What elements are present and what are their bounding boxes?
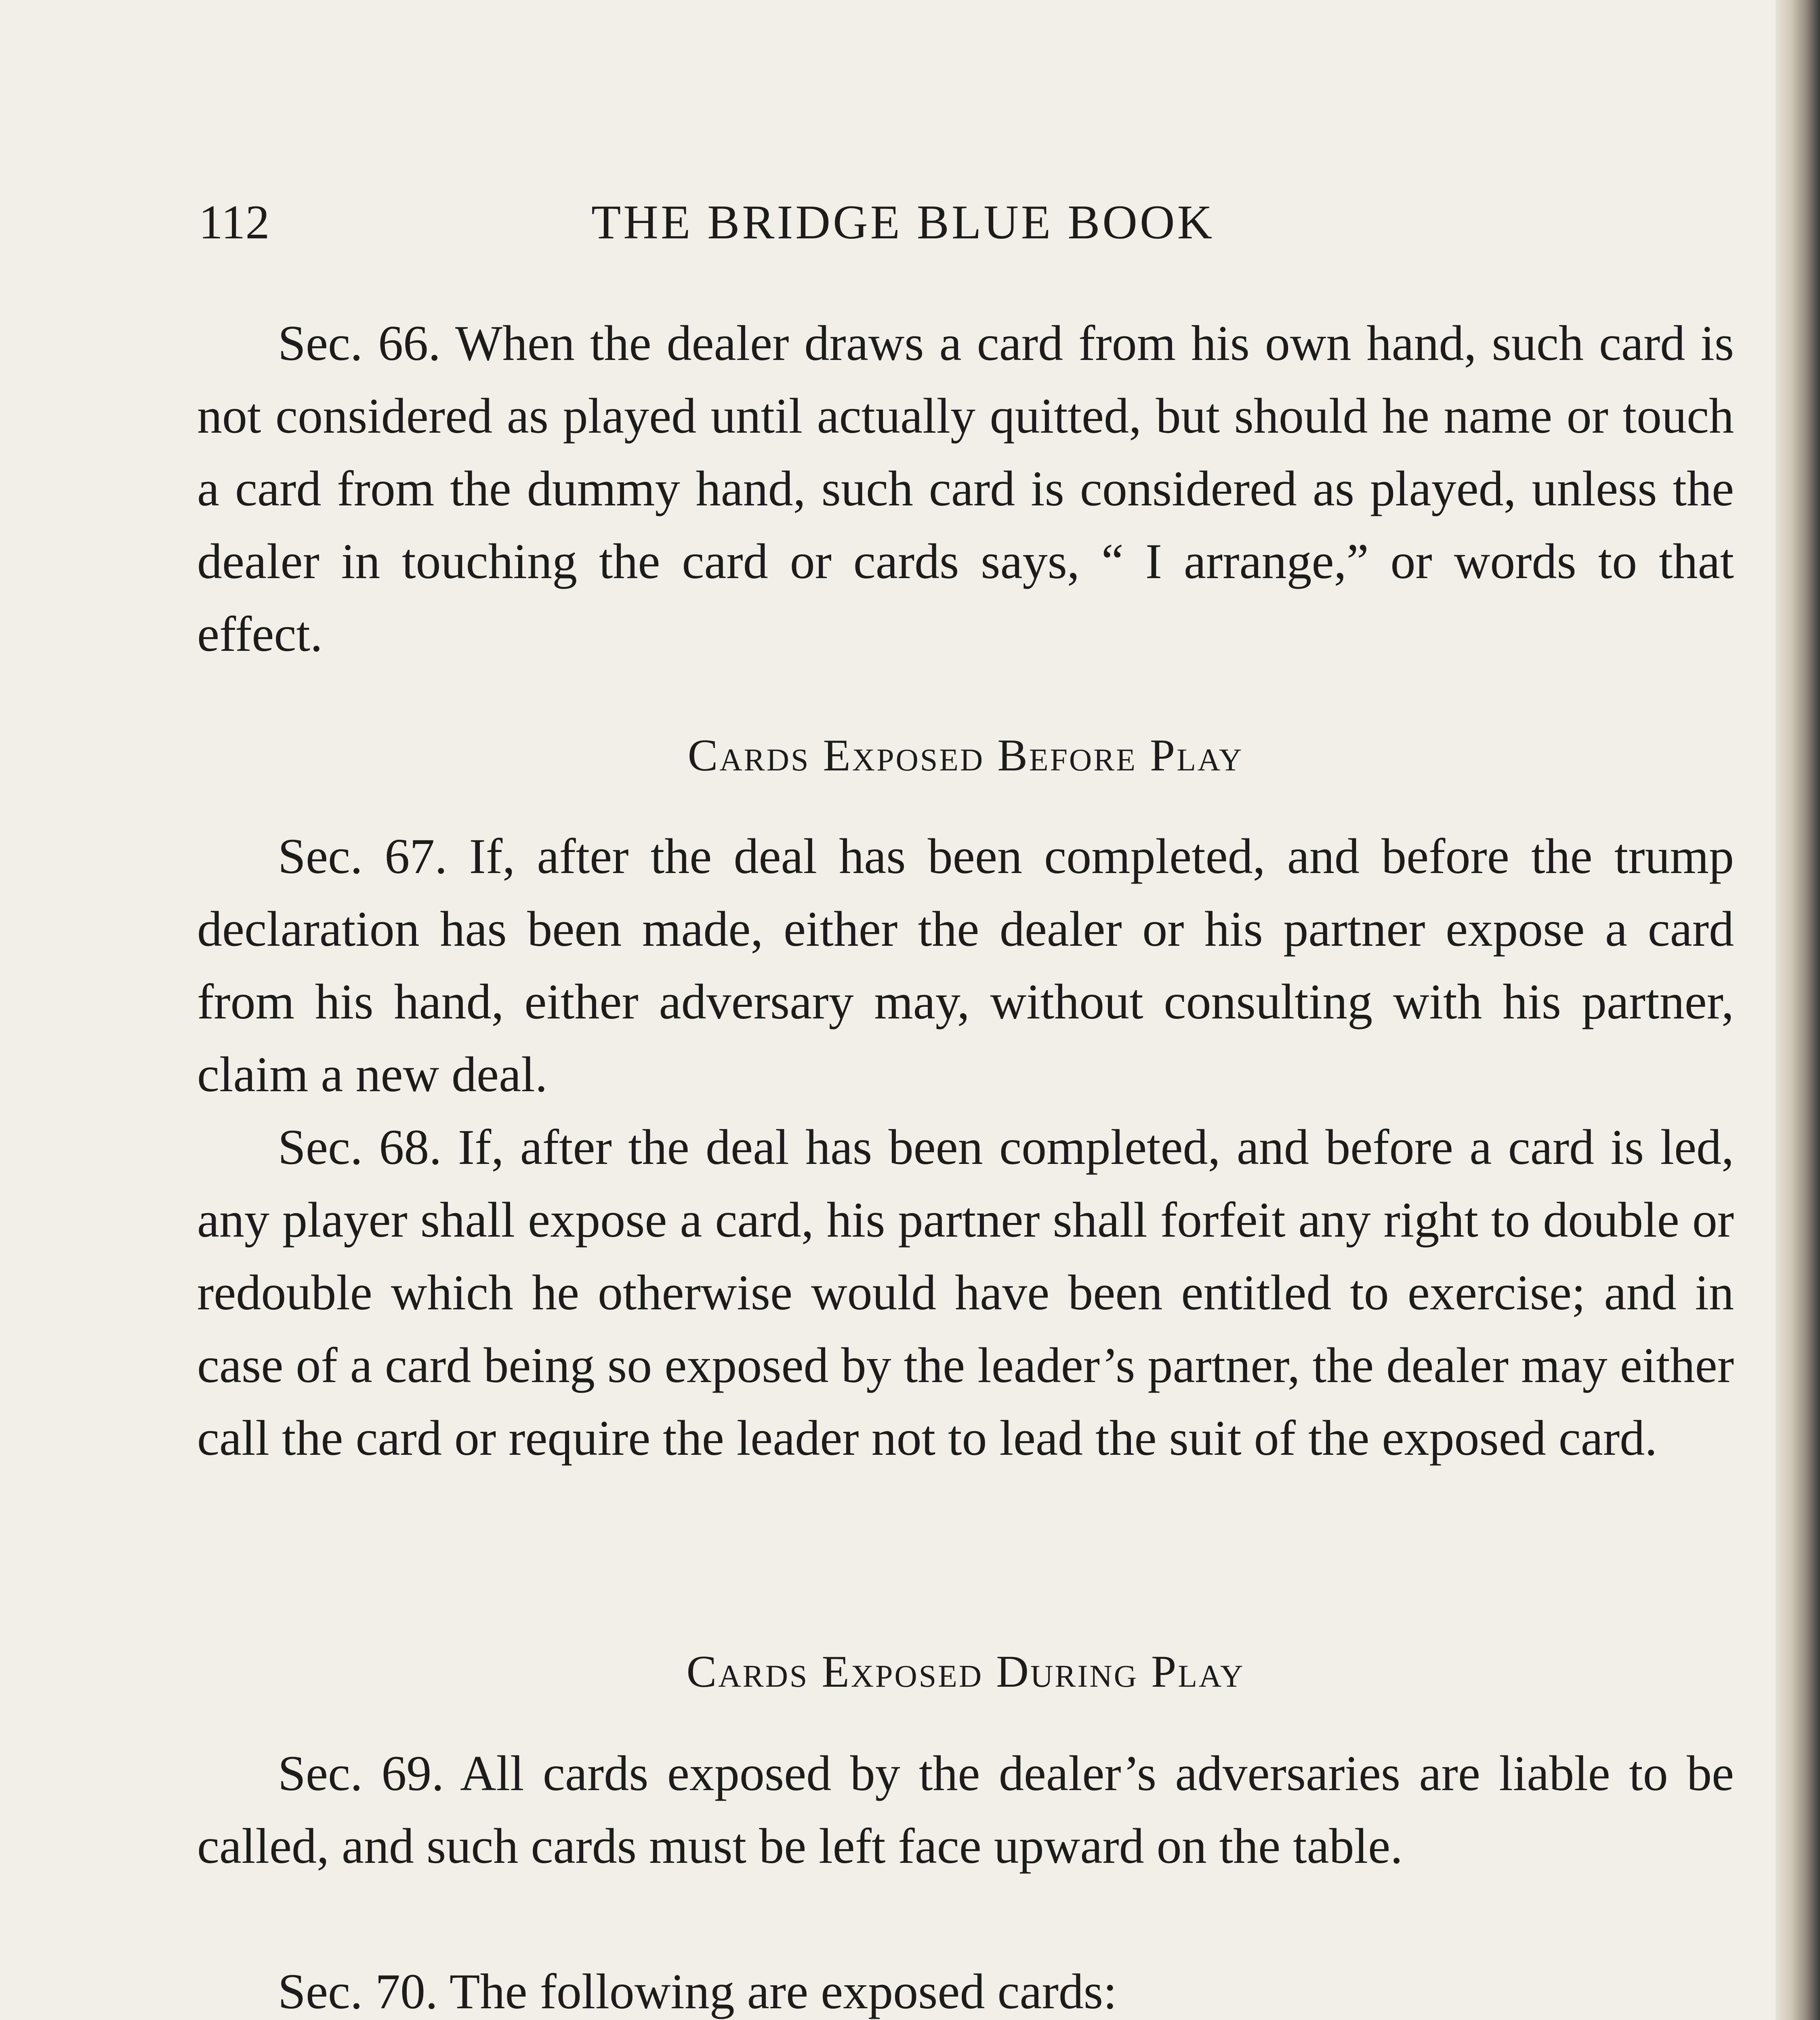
section-68: Sec. 68. If, after the deal has been completed, and before a card is led, any player shall expose a card, his partner shall forfeit any right to double or redouble which he otherwise would have been entitled to exercise; and in case of a card being so exposed by the leader’s partner, the dealer may either call the card or require the leader not to lead the suit of the exposed card. (197, 1119, 1734, 1466)
heading-cards-exposed-during-play: Cards Exposed During Play (686, 1647, 1245, 1697)
section-69: Sec. 69. All cards exposed by the dealer’s adversaries are liable to be called, and such cards must be left face upward on the table. (197, 1746, 1734, 1874)
page-number: 112 (199, 195, 270, 249)
heading-cards-exposed-before-play: Cards Exposed Before Play (687, 730, 1244, 781)
section-70: Sec. 70. The following are exposed cards: (278, 1964, 1117, 2019)
section-67: Sec. 67. If, after the deal has been completed, and before the trump declaration has been made, either the dealer or his partner expose a card from his hand, either adversary may, without consulting with his partner, claim a new deal. (197, 829, 1734, 1102)
running-head (199, 188, 1334, 257)
page-edge-shadow (1776, 0, 1820, 2020)
running-title: THE BRIDGE BLUE BOOK (591, 195, 1215, 249)
section-66: Sec. 66. When the dealer draws a card from his own hand, such card is not considered as played until actually quitted, but should he name or touch a card from the dummy hand, such card is considered as played, unless the dealer in touching the card or cards says, “ I arrange,” or words to that effect. (197, 316, 1734, 662)
